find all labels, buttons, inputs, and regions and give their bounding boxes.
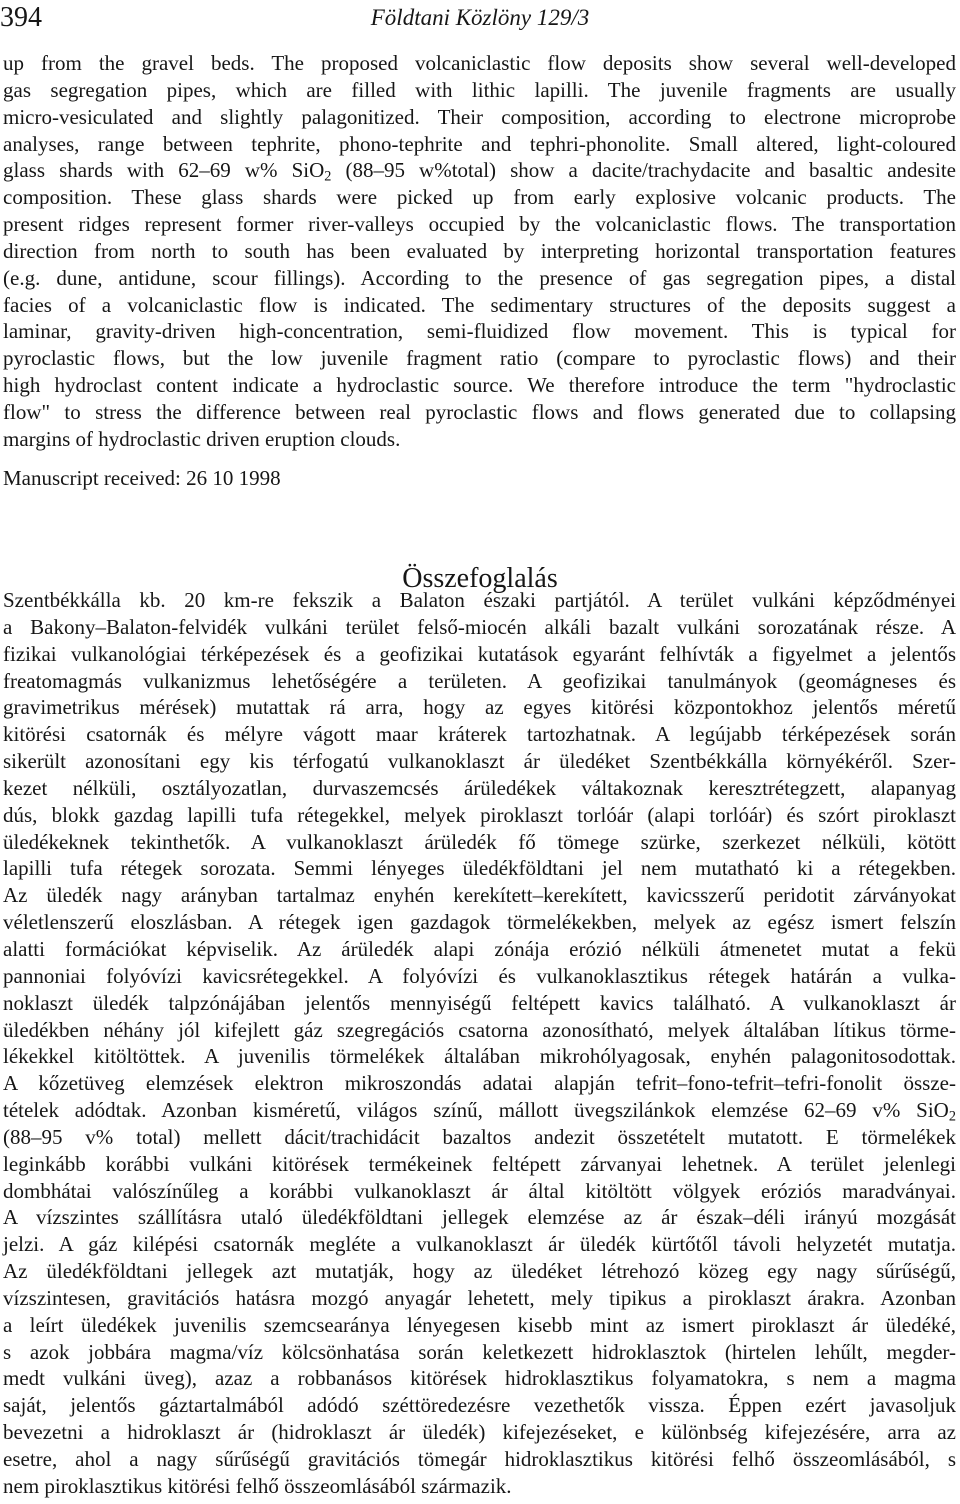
text-line: a leírt üledékek juvenilis szemcsearánya lényegesen kisebb mint az ismert piroklaszt ár üledéké, <box>3 1312 956 1337</box>
text-line: Szentbékkálla kb. 20 km-re fekszik a Balaton északi partjától. A terület vulkáni képződményei <box>3 588 956 612</box>
text-line: A vízszintes szállításra utaló üledékföldtani jellegek elemzése az ár észak–déli irányú mozgását <box>3 1205 956 1230</box>
page-header <box>0 2 960 34</box>
text-line: pannoniai folyóvízi kavicsrétegekkel. A folyóvízi és vulkanoklasztikus rétegek határán a vulka- <box>3 963 956 988</box>
text-line: direction from north to south has been evaluated by interpreting horizontal transportation features <box>3 238 956 263</box>
journal-title: Földtani Közlöny 129/3 <box>370 5 590 30</box>
text-line: kitörési csatornák és mélyre vágott maar kráterek tartozhatnak. A legújabb térképezések során <box>3 722 956 747</box>
english-abstract <box>3 50 956 453</box>
text-line: up from the gravel beds. The proposed volcaniclastic flow deposits show several well-developed <box>3 51 956 75</box>
text-line: Az üledék nagy arányban tartalmaz enyhén kerekített–kerekített, kavicsszerű peridotit zárványokat <box>3 883 956 908</box>
text-line: a Bakony–Balaton-felvidék vulkáni terület felső-miocén alkáli bazalt vulkáni sorozatának része. A <box>3 614 956 639</box>
text-line: véletlenszerű eloszlásban. A rétegek igen gazdagok törmelékekben, melyek az egész ismert felszín <box>3 910 956 935</box>
text-line: laminar, gravity-driven high-concentration, semi-fluidized flow movement. This is typical for <box>3 319 956 344</box>
text-line: present ridges represent former river-valleys occupied by the volcaniclastic flows. The transportation <box>3 212 956 237</box>
text-line: A kőzetüveg elemzések elektron mikroszondás adatai alapján tefrit–fono-tefrit–tefri-fonolit össze- <box>3 1071 956 1096</box>
text-line: Az üledékföldtani jellegek azt mutatják, hogy az üledéket létrehozó közeg egy nagy sűrűségű, <box>3 1259 956 1284</box>
text-line: facies of a volcaniclastic flow is indicated. The sedimentary structures of the deposits suggest a <box>3 292 956 317</box>
text-line: esetre, ahol a nagy sűrűségű gravitációs tömegár hidroklasztikus kitörési felhő összeomlásából, s <box>3 1447 956 1471</box>
page-number: 394 <box>0 2 42 33</box>
text-line: üledékeknek tekinthetők. A vulkanoklaszt árüledék fő tömege szürke, szerkezet nélküli, kötött <box>3 829 956 854</box>
text-line: tételek adódtak. Azonban kisméretű, világos színű, mállott üvegszilánkok elemzése 62–69 v% SiO$_2$ <box>3 1098 956 1125</box>
text-line: dombhátai valószínűleg a korábbi vulkanoklaszt ár által kitöltött völgyek eróziós maradványai. <box>3 1178 956 1203</box>
text-line: leginkább korábbi vulkáni kitörések termékeinek feltépett zárvanyai lehetnek. A terület jelenlegi <box>3 1151 956 1176</box>
text-line: s azok jobbára magma/víz kölcsönhatása során keletkezett hidroklasztok (hirtelen lehűlt, megder- <box>3 1339 956 1364</box>
text-line: gas segregation pipes, which are filled with lithic lapilli. The juvenile fragments are usually <box>3 77 956 102</box>
manuscript-received-date: Manuscript received: 26 10 1998 <box>3 466 281 490</box>
text-line: alatti formációkat képviselik. Az árüledék alapi zónája erózió nélküli átmenetet mutat a fekü <box>3 936 956 961</box>
summary-heading: Összefoglalás <box>402 563 558 595</box>
text-line: margins of hydroclastic driven eruption clouds. <box>3 426 401 451</box>
text-line: (e.g. dune, antidune, scour fillings). According to the presence of gas segregation pipes, a distal <box>3 265 956 290</box>
text-line: analyses, range between tephrite, phono-tephrite and tephri-phonolite. Small altered, light-coloured <box>3 131 956 156</box>
text-line: flow" to stress the difference between real pyroclastic flows and flows generated due to collapsing <box>3 399 956 424</box>
text-line: pyroclastic flows, but the low juvenile fragment ratio (compare to pyroclastic flows) and their <box>3 346 956 371</box>
text-line: noklaszt üledék talpzónájában jelentős mennyiségű feltépett kavics található. A vulkanoklaszt ár <box>3 990 956 1015</box>
text-line: medt vulkáni üveg), azaz a robbanásos kitörések hidroklasztikus folyamatokra, s nem a magma <box>3 1366 956 1391</box>
text-line: gravimetrikus mérések) mutattak rá arra, hogy az egyes kitörési központokhoz jelentős méretű <box>3 695 956 720</box>
text-line: jelzi. A gáz kilépési csatornák megléte a vulkanoklaszt ár üledék kürtőtől távoli helyzetét mutatja. <box>3 1232 956 1257</box>
text-line: micro-vesiculated and slightly palagonitized. Their composition, according to electrone microprobe <box>3 104 956 129</box>
text-line: fizikai vulkanológiai térképezések és a geofizikai kutatások egyaránt felhívták a figyelmet a jelentős <box>3 641 956 666</box>
text-line: glass shards with 62–69 w% SiO$_2$ (88–95 w%total) show a dacite/trachydacite and basaltic andesite <box>3 158 956 185</box>
text-line: saját, jelentős gáztartalmából adódó széttöredezésre vezethetők vissza. Éppen ezért javasoljuk <box>3 1393 956 1418</box>
hungarian-summary <box>3 587 956 1500</box>
text-line: sikerült azonosítani egy kis térfogatú vulkanoklaszt ár üledéket Szentbékkálla környékéről. Szer- <box>3 749 956 774</box>
text-line: lékekkel kitöltöttek. A juvenilis törmelékek általában mikrohólyagosak, enyhén palagonitosodottak. <box>3 1044 956 1069</box>
text-line: high hydroclast content indicate a hydroclastic source. We therefore introduce the term "hydroclastic <box>3 373 956 398</box>
text-line: nem piroklasztikus kitörési felhő összeomlásából származik. <box>3 1473 512 1498</box>
text-line: dús, blokk gazdag lapilli tufa rétegekkel, melyek piroklaszt torlóár (alapi torlóár) és szórt piroklaszt <box>3 802 956 827</box>
text-line: üledékben néhány jól kifejlett gáz szegregációs csatorna azonosítható, melyek általában lítikus törme- <box>3 1017 956 1042</box>
text-line: (88–95 v% total) mellett dácit/trachidácit bazaltos andezit összetételt mutatott. E törmelékek <box>3 1124 956 1149</box>
text-line: bevezetni a hidroklaszt ár (hidroklaszt ár üledék) kifejezéseket, e különbség kifejezésére, arra az <box>3 1420 956 1445</box>
text-line: composition. These glass shards were picked up from early explosive volcanic products. The <box>3 185 956 210</box>
text-line: lapilli tufa rétegek sorozata. Semmi lényeges üledékföldtani jel nem mutatható ki a rétegekben. <box>3 856 956 881</box>
text-line: kezet nélküli, osztályozatlan, durvaszemcsés árüledékek váltakoznak keresztrétegzett, alapanyag <box>3 775 956 800</box>
text-line: freatomagmás vulkanizmus lehetőségére a területen. A geofizikai tanulmányok (geomágneses és <box>3 668 956 693</box>
text-line: vízszintesen, gravitációs hatásra mozgó anyagár lehetett, mely tipikus a piroklaszt árakra. Azonban <box>3 1285 956 1310</box>
